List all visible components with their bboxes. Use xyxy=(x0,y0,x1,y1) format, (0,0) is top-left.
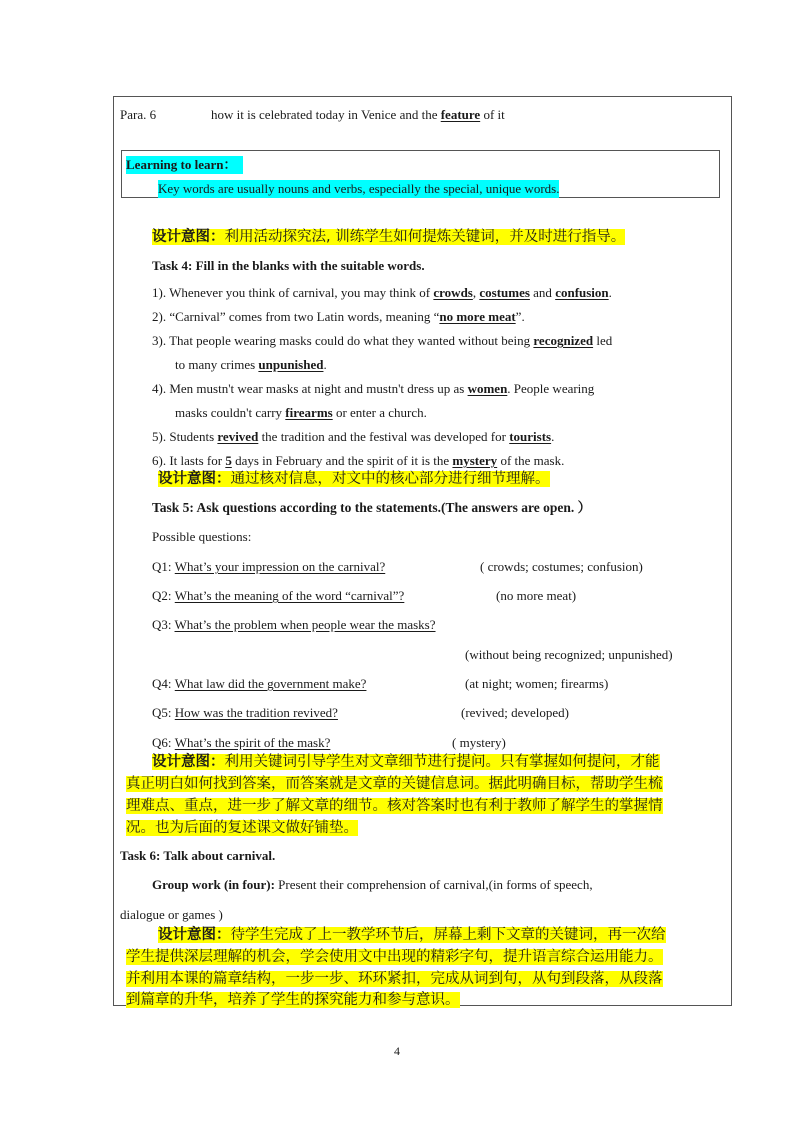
intent-text: 利用活动探究法, 训练学生如何提炼关键词，并及时进行指导。 xyxy=(224,229,626,245)
question-row-5 xyxy=(152,704,391,722)
question-row-6 xyxy=(152,734,391,752)
item-text: That people wearing masks could do what they wanted without being xyxy=(169,333,531,348)
para6-text-before: how it is celebrated today in Venice and the xyxy=(211,107,438,122)
intent-text: 学生提供深层理解的机会，学会使用文中出现的精彩字句，提升语言综合运用能力。 xyxy=(126,949,663,965)
design-intent-3-line4 xyxy=(126,818,358,839)
item-number: 1). xyxy=(152,285,167,300)
item-text: . xyxy=(608,285,612,300)
item-text: . xyxy=(551,429,555,444)
item-text: led xyxy=(596,333,613,348)
learning-title: Learning to learn： xyxy=(126,156,243,174)
question-text: What’s the problem when people wear the masks? xyxy=(174,617,436,632)
intent-text: 通过核对信息，对文中的核心部分进行细节理解。 xyxy=(230,471,550,487)
question-text: How was the tradition revived? xyxy=(174,705,338,720)
design-intent-4-line3 xyxy=(126,969,663,990)
question-row-2 xyxy=(152,587,465,605)
item-text: days in February and the spirit of it is the xyxy=(235,453,450,468)
answer-mystery: mystery xyxy=(452,453,498,468)
group-work-label: Group work (in four): xyxy=(152,877,275,892)
task6-title: Task 6: Talk about carnival. xyxy=(120,848,276,863)
item-text: , xyxy=(472,285,477,300)
item-text: and xyxy=(533,285,552,300)
question-label: Q6: xyxy=(152,735,172,750)
intent-label: 设计意图： xyxy=(152,229,225,245)
group-work-line xyxy=(152,876,593,894)
design-intent-3-line3 xyxy=(126,796,663,817)
intent-text: 真正明白如何找到答案，而答案就是文章的关键信息词。据此明确目标，帮助学生梳 xyxy=(126,776,663,792)
item-text: Men mustn't wear masks at night and mustn't dress up as xyxy=(169,381,465,396)
question-hint-2: (no more meat) xyxy=(496,588,577,603)
task4-item-5 xyxy=(152,428,554,446)
task4-title: Task 4: Fill in the blanks with the suitable words. xyxy=(152,258,425,273)
item-number: 4). xyxy=(152,381,167,396)
item-text: “Carnival” comes from two Latin words, meaning “ xyxy=(169,309,440,324)
question-label: Q3: xyxy=(152,617,172,632)
item-text: . People wearing xyxy=(507,381,595,396)
design-intent-1 xyxy=(152,227,625,248)
item-text: the tradition and the festival was developed for xyxy=(261,429,506,444)
question-label: Q2: xyxy=(152,588,172,603)
intent-text: 利用关键词引导学生对文章细节进行提问。只有掌握如何提问，才能 xyxy=(224,754,660,770)
question-text: What’s your impression on the carnival? xyxy=(174,559,386,574)
task5-title: Task 5: Ask questions according to the statements.(The answers are open. ） xyxy=(152,500,592,515)
item-text: of the mask. xyxy=(500,453,565,468)
answer-costumes: costumes xyxy=(479,285,530,300)
para6-text xyxy=(211,106,505,124)
para6-text-after: of it xyxy=(483,107,505,122)
item-number: 5). xyxy=(152,429,167,444)
question-hint-1: ( crowds; costumes; confusion) xyxy=(480,559,643,574)
intent-text: 理难点、重点，进一步了解文章的细节。核对答案时也有利于教师了解学生的掌握情 xyxy=(126,798,663,814)
question-row-3 xyxy=(152,616,436,634)
answer-revived: revived xyxy=(217,429,259,444)
question-hint-3: (without being recognized; unpunished) xyxy=(465,647,673,662)
answer-confusion: confusion xyxy=(555,285,609,300)
intent-text: 待学生完成了上一教学环节后，屏幕上剩下文章的关键词，再一次给 xyxy=(230,927,666,943)
question-hint-6: ( mystery) xyxy=(452,735,506,750)
item-number: 6). xyxy=(152,453,167,468)
design-intent-3-line1 xyxy=(152,752,660,773)
design-intent-4-line1 xyxy=(158,925,666,946)
intent-text: 到篇章的升华，培养了学生的探究能力和参与意识。 xyxy=(126,992,460,1008)
para6-answer: feature xyxy=(440,107,481,122)
design-intent-2 xyxy=(158,469,550,490)
answer-5: 5 xyxy=(225,453,232,468)
question-row-4 xyxy=(152,675,417,693)
para6-label: Para. 6 xyxy=(120,107,157,122)
possible-questions-label: Possible questions: xyxy=(152,529,252,544)
item-text: . xyxy=(323,357,327,372)
task4-item-1 xyxy=(152,284,612,302)
answer-unpunished: unpunished xyxy=(258,357,324,372)
answer-crowds: crowds xyxy=(433,285,473,300)
answer-tourists: tourists xyxy=(509,429,552,444)
group-work-text: Present their comprehension of carnival,(in forms of speech, xyxy=(278,877,593,892)
design-intent-4-line2 xyxy=(126,947,663,968)
page-number: 4 xyxy=(394,1044,400,1058)
intent-text: 况。也为后面的复述课文做好铺垫。 xyxy=(126,820,358,836)
task4-item-4 xyxy=(152,380,594,398)
answer-recognized: recognized xyxy=(533,333,594,348)
item-text: It lasts for xyxy=(169,453,223,468)
question-label: Q1: xyxy=(152,559,172,574)
question-hint-4: (at night; women; firearms) xyxy=(465,676,609,691)
group-work-line-2: dialogue or games ) xyxy=(120,907,223,922)
item-text: or enter a church. xyxy=(335,405,427,420)
learning-text: Key words are usually nouns and verbs, especially the special, unique words. xyxy=(158,181,560,196)
item-number: 2). xyxy=(152,309,167,324)
question-label: Q4: xyxy=(152,676,172,691)
task4-item-6 xyxy=(152,452,564,470)
question-hint-5: (revived; developed) xyxy=(461,705,569,720)
design-intent-3-line2 xyxy=(126,774,663,795)
question-label: Q5: xyxy=(152,705,172,720)
item-text: Whenever you think of carnival, you may think of xyxy=(169,285,431,300)
item-number: 3). xyxy=(152,333,167,348)
item-text: ”. xyxy=(515,309,525,324)
answer-no-more-meat: no more meat xyxy=(439,309,516,324)
item-text: Students xyxy=(169,429,215,444)
task4-item-3 xyxy=(152,332,612,350)
design-intent-4-line4 xyxy=(126,990,460,1011)
task4-item-4-cont xyxy=(175,404,427,422)
answer-firearms: firearms xyxy=(285,405,333,420)
question-text: What’s the meaning of the word “carnival”? xyxy=(174,588,405,603)
question-row-1 xyxy=(152,558,439,576)
task4-item-2 xyxy=(152,308,525,326)
question-text: What’s the spirit of the mask? xyxy=(174,735,331,750)
task4-item-3-cont xyxy=(175,356,327,374)
intent-text: 并利用本课的篇章结构，一步一步、环环紧扣，完成从词到句，从句到段落，从段落 xyxy=(126,971,663,987)
question-text: What law did the government make? xyxy=(174,676,367,691)
item-text: to many crimes xyxy=(175,357,256,372)
answer-women: women xyxy=(467,381,508,396)
intent-label: 设计意图： xyxy=(152,754,225,770)
intent-label: 设计意图： xyxy=(158,471,231,487)
item-text: masks couldn't carry xyxy=(175,405,283,420)
intent-label: 设计意图： xyxy=(158,927,231,943)
